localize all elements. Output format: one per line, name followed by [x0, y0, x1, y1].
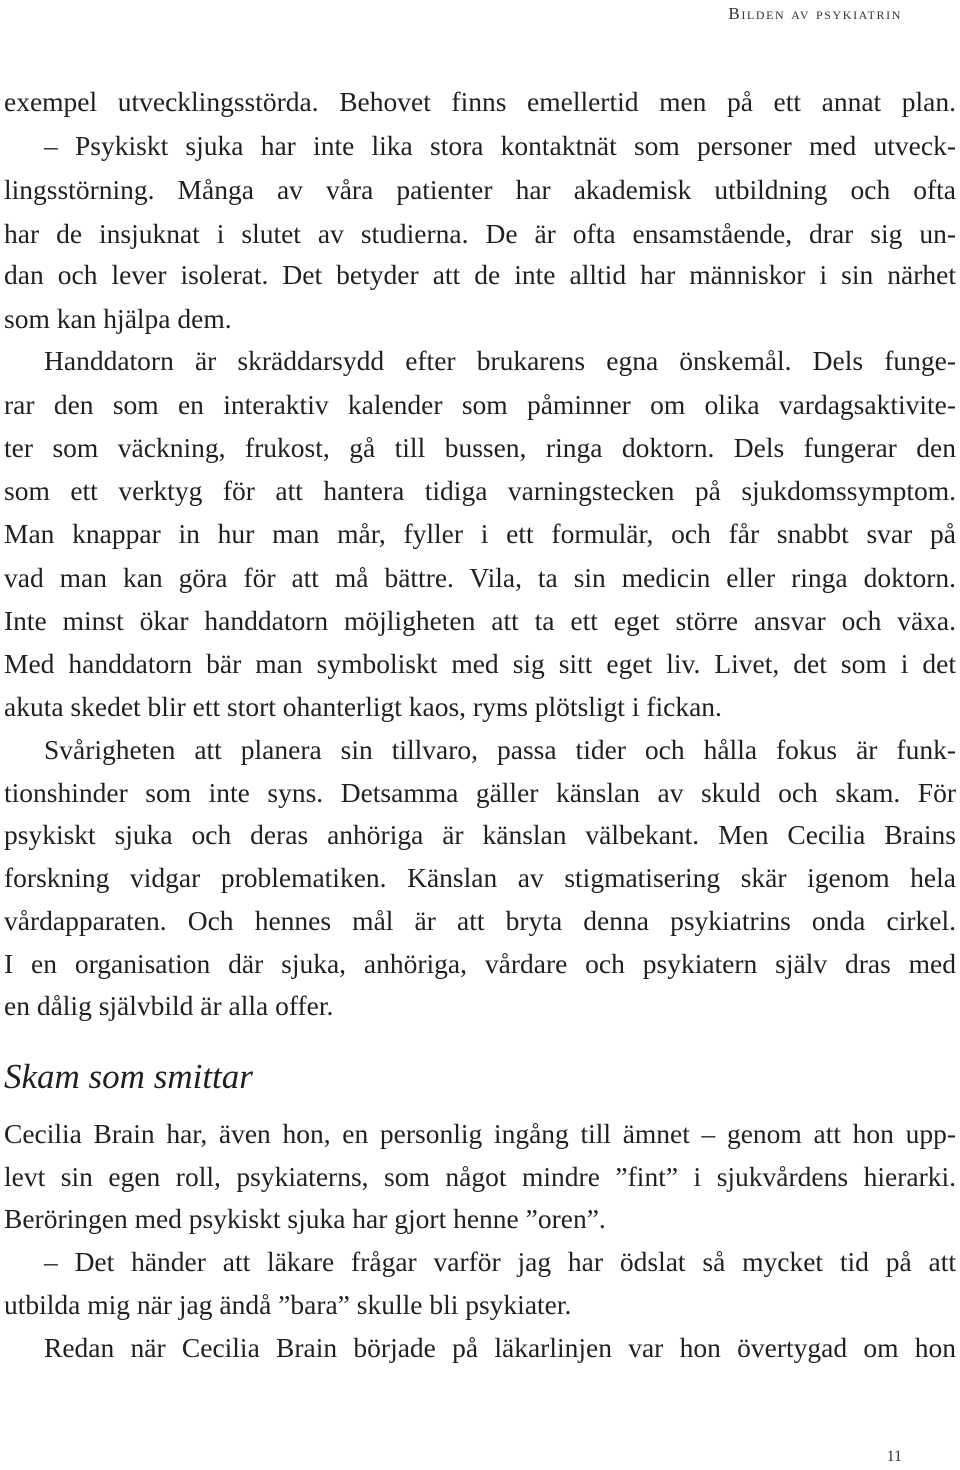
body-line: – Det händer att läkare frågar varför jag har ödslat så mycket tid på att — [44, 1246, 956, 1277]
body-line: vad man kan göra för att må bättre. Vila, ta sin medicin eller ringa doktorn. — [4, 562, 956, 593]
body-line: som kan hjälpa dem. — [4, 303, 232, 334]
body-line: utbilda mig när jag ändå ”bara” skulle bli psykiater. — [4, 1289, 572, 1320]
body-line: Inte minst ökar handdatorn möjligheten att ta ett eget större ansvar och växa. — [4, 605, 956, 636]
body-line: har de insjuknat i slutet av studierna. De är ofta ensamstående, drar sig un- — [4, 218, 956, 249]
body-line: Med handdatorn bär man symboliskt med sig sitt eget liv. Livet, det som i det — [4, 648, 956, 679]
page-number: 11 — [886, 1448, 902, 1465]
section-heading: Skam som smittar — [4, 1057, 253, 1096]
body-line: tionshinder som inte syns. Detsamma gäller känslan av skuld och skam. För — [4, 777, 956, 808]
body-line: Handdatorn är skräddarsydd efter brukarens egna önskemål. Dels funge- — [44, 345, 956, 376]
body-line: Svårigheten att planera sin tillvaro, passa tider och hålla fokus är funk- — [44, 734, 956, 765]
running-head: Bilden av psykiatrin — [728, 4, 902, 23]
body-line: lingsstörning. Många av våra patienter har akademisk utbildning och ofta — [4, 174, 956, 205]
body-line: I en organisation där sjuka, anhöriga, vårdare och psykiatern själv dras med — [4, 948, 956, 979]
body-line: ter som väckning, frukost, gå till bussen, ringa doktorn. Dels fungerar den — [4, 432, 956, 463]
body-line: vårdapparaten. Och hennes mål är att bryta denna psykiatrins onda cirkel. — [4, 905, 956, 936]
body-line: Man knappar in hur man mår, fyller i ett formulär, och får snabbt svar på — [4, 518, 956, 549]
body-line: Beröringen med psykiskt sjuka har gjort henne ”oren”. — [4, 1203, 606, 1234]
body-line: Cecilia Brain har, även hon, en personlig ingång till ämnet – genom att hon upp- — [4, 1118, 956, 1149]
body-line: – Psykiskt sjuka har inte lika stora kontaktnät som personer med utveck- — [44, 130, 956, 161]
body-line: exempel utvecklingsstörda. Behovet finns emellertid men på ett annat plan. — [4, 86, 956, 117]
body-line: akuta skedet blir ett stort ohanterligt kaos, ryms plötsligt i fickan. — [4, 691, 722, 722]
body-line: forskning vidgar problematiken. Känslan av stigmatisering skär igenom hela — [4, 862, 956, 893]
body-line: som ett verktyg för att hantera tidiga varningstecken på sjukdomssymptom. — [4, 475, 956, 506]
body-line: en dålig självbild är alla offer. — [4, 990, 334, 1021]
body-line: psykiskt sjuka och deras anhöriga är känslan välbekant. Men Cecilia Brains — [4, 819, 956, 850]
body-line: levt sin egen roll, psykiaterns, som något mindre ”fint” i sjukvårdens hierarki. — [4, 1161, 956, 1192]
body-line: rar den som en interaktiv kalender som påminner om olika vardagsaktivite- — [4, 389, 956, 420]
body-line: dan och lever isolerat. Det betyder att de inte alltid har människor i sin närhet — [4, 259, 956, 290]
body-line: Redan när Cecilia Brain började på läkarlinjen var hon övertygad om hon — [44, 1332, 956, 1363]
